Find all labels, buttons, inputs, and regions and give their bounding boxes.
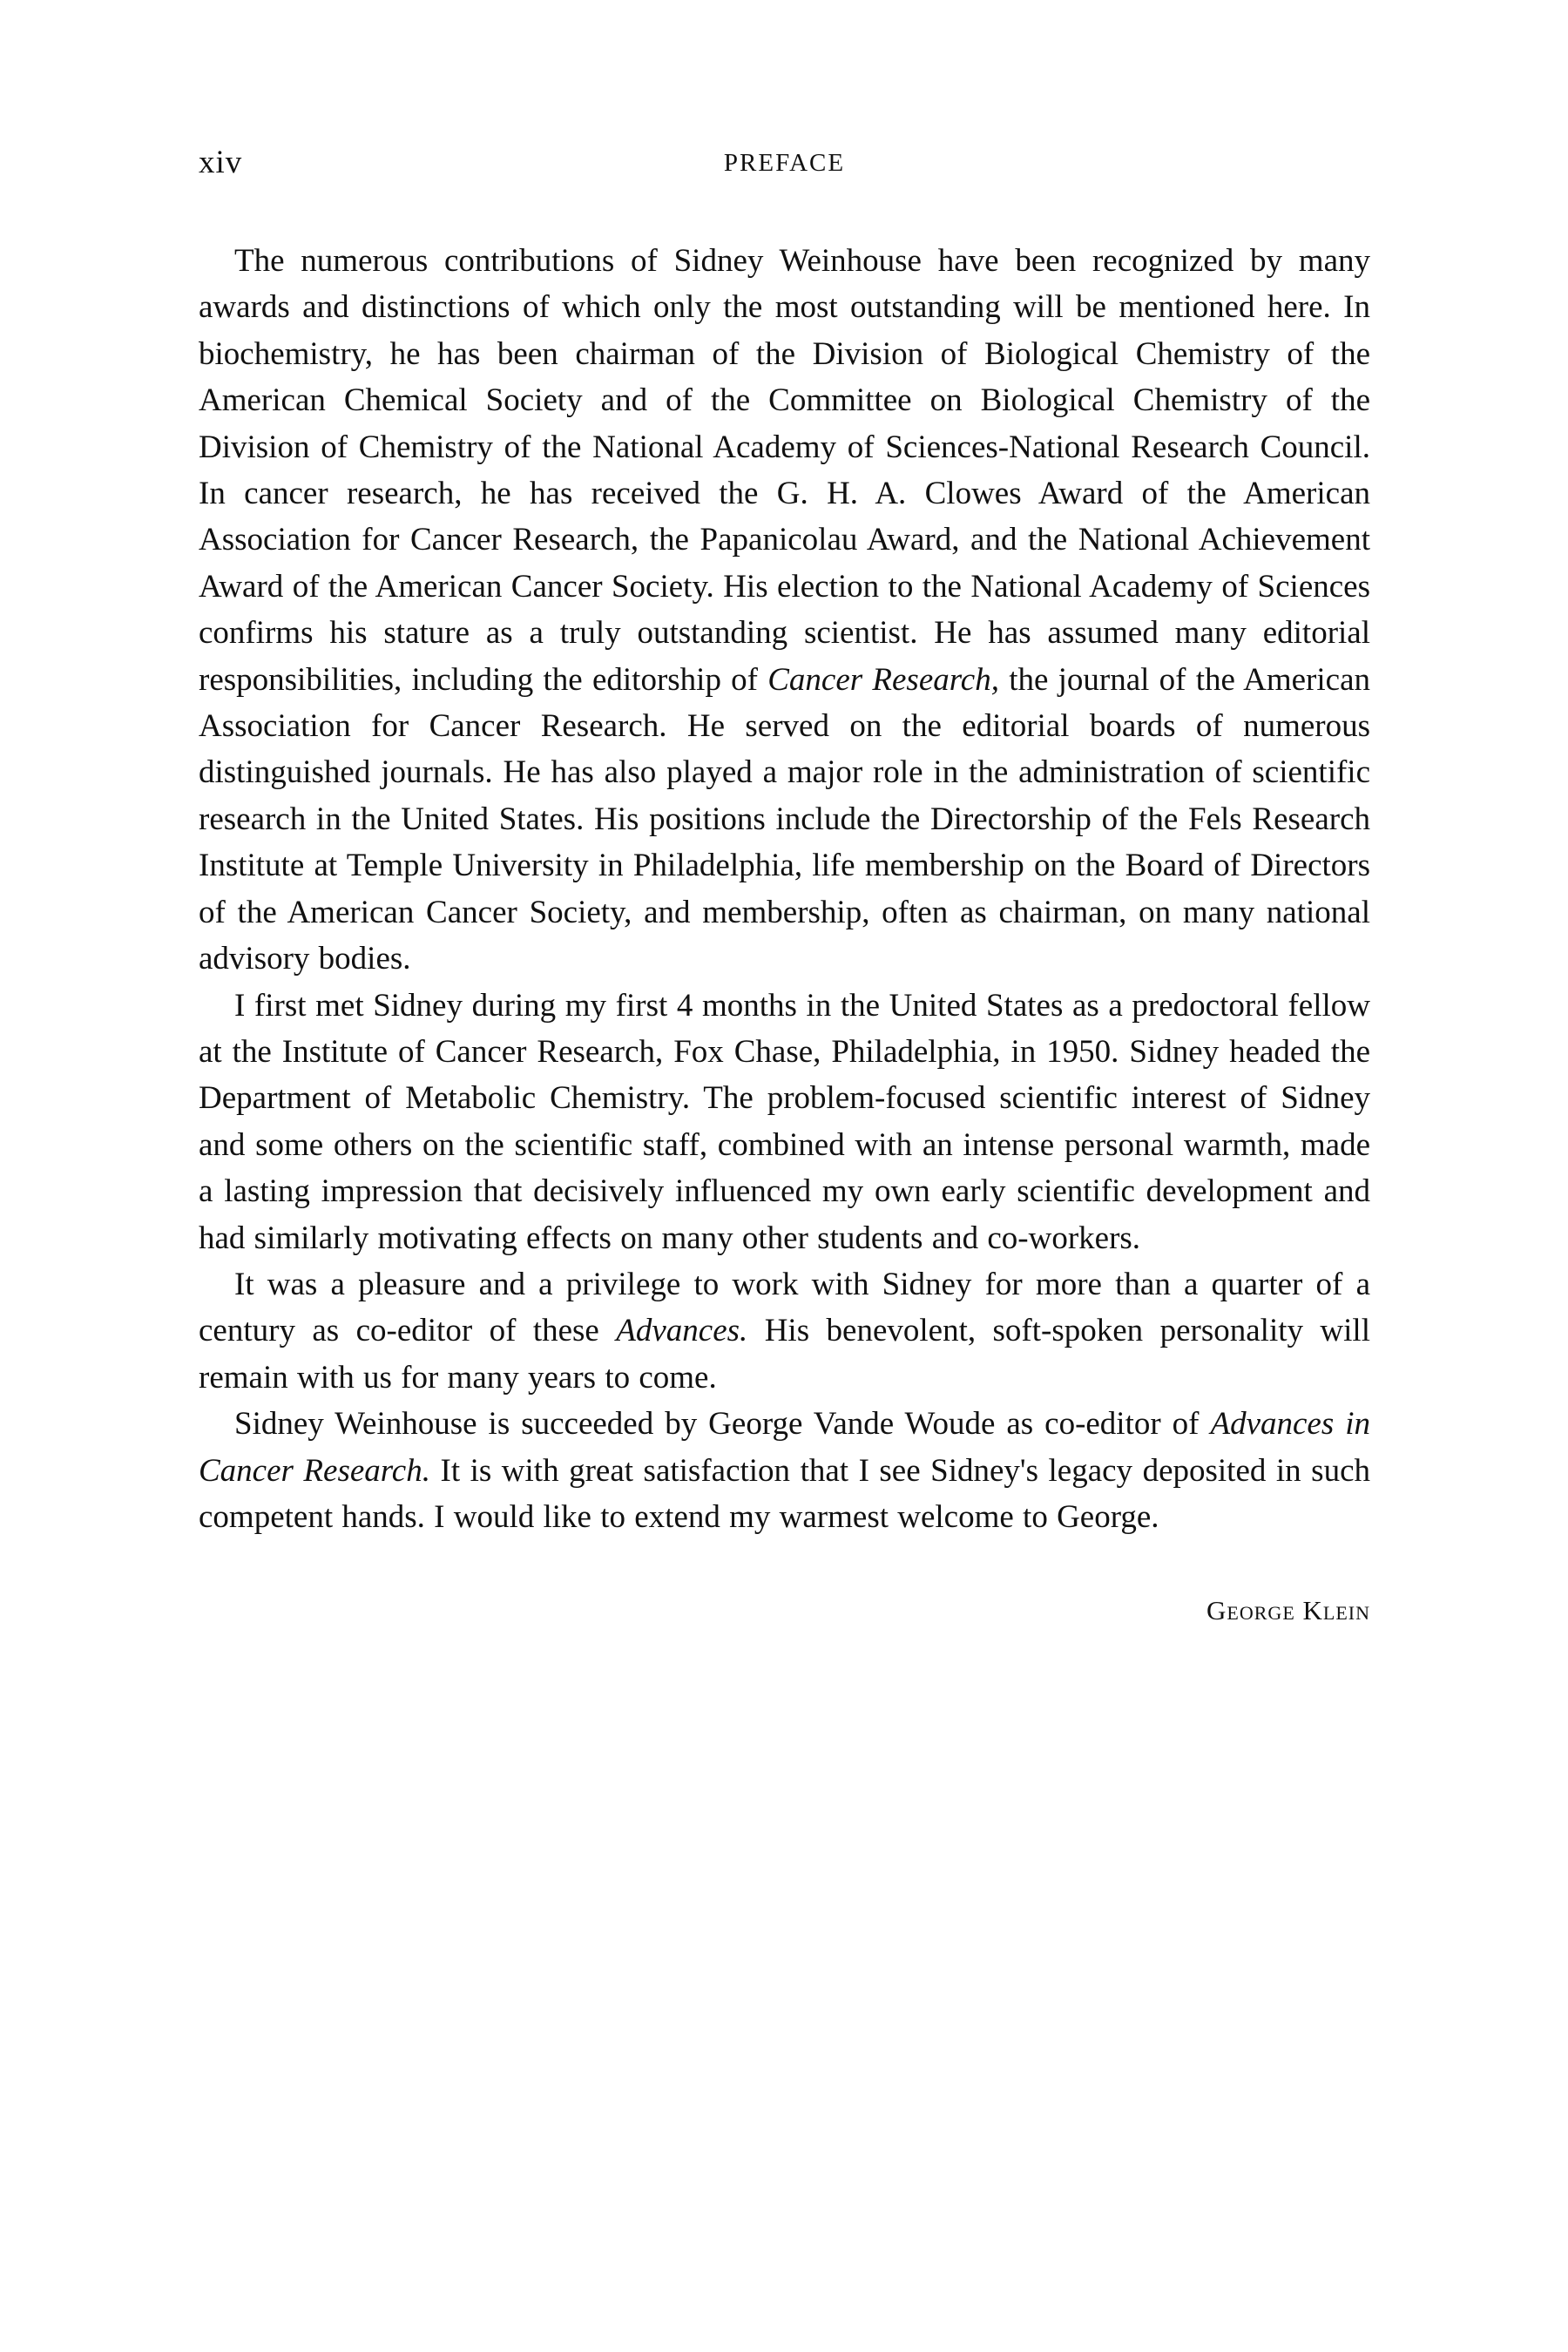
paragraph-text: Sidney Weinhouse is succeeded by George Vande Woude as co-editor of [234, 1406, 1211, 1443]
paragraph-co-editor [199, 1261, 1370, 1401]
paragraph-text: The numerous contributions of Sidney Weinhouse have been recognized by many awards and distinctions of which only the most outstanding will be mentioned here. In biochemistry, he has been chairman of the Division of Biological Chemistry of the American Chemical Society and of the Committee on Biological Chemistry of the Division of Chemistry of the National Academy of Sciences-National Research Council. In cancer research, he has received the G. H. A. Clowes Award of the American Association for Cancer Research, the Papanicolau Award, and the National Achievement Award of the American Cancer Society. His election to the National Academy of Sciences confirms his stature as a truly outstanding scientist. He has assumed many editorial responsibilities, including the editorship of [199, 243, 1370, 698]
author-signature [199, 1589, 1370, 1632]
running-head [199, 144, 1370, 182]
series-title-italic: Advances in Cancer Research. [199, 1406, 1371, 1489]
series-title-italic: Advances. [616, 1313, 748, 1349]
paragraph-text: the journal of the American Association for Cancer Research. He served on the editorial boards of numerous distinguished journals. He has also played a major role in the administration of scientific research in the United States. His positions include the Directorship of the Fels Research Institute at Temple University in Philadelphia, life membership on the Board of Directors of the American Cancer Society, and membership, often as chairman, on many national advisory bodies. [199, 661, 1370, 977]
paragraph-text: His benevolent, soft-spoken personality will remain with us for many years to come. [199, 1313, 1370, 1396]
running-head-title: PREFACE [723, 149, 846, 177]
paragraph-text: It is with great satisfaction that I see Sidney's legacy deposited in such competent hands. I would like to extend my warmest welcome to George. [199, 1452, 1370, 1535]
paragraph-awards [199, 238, 1370, 983]
page-number: xiv [199, 145, 243, 180]
paragraph-first-meeting [199, 983, 1370, 1261]
journal-title-italic: Cancer Research, [767, 661, 999, 698]
paragraph-successor [199, 1401, 1370, 1540]
author-name: George Klein [1206, 1595, 1370, 1626]
paragraph-text: It was a pleasure and a privilege to work with Sidney for more than a quarter of a century as co-editor of these [199, 1266, 1370, 1349]
book-page [199, 144, 1370, 1632]
preface-body [199, 238, 1370, 1540]
paragraph-text: I first met Sidney during my first 4 months in the United States as a predoctoral fellow at the Institute of Cancer Research, Fox Chase, Philadelphia, in 1950. Sidney headed the Department of Metabolic Chemistry. The problem-focused scientific interest of Sidney and some others on the scientific staff, combined with an intense personal warmth, made a lasting impression that decisively influenced my own early scientific development and had similarly motivating effects on many other students and co-workers. [199, 987, 1370, 1256]
